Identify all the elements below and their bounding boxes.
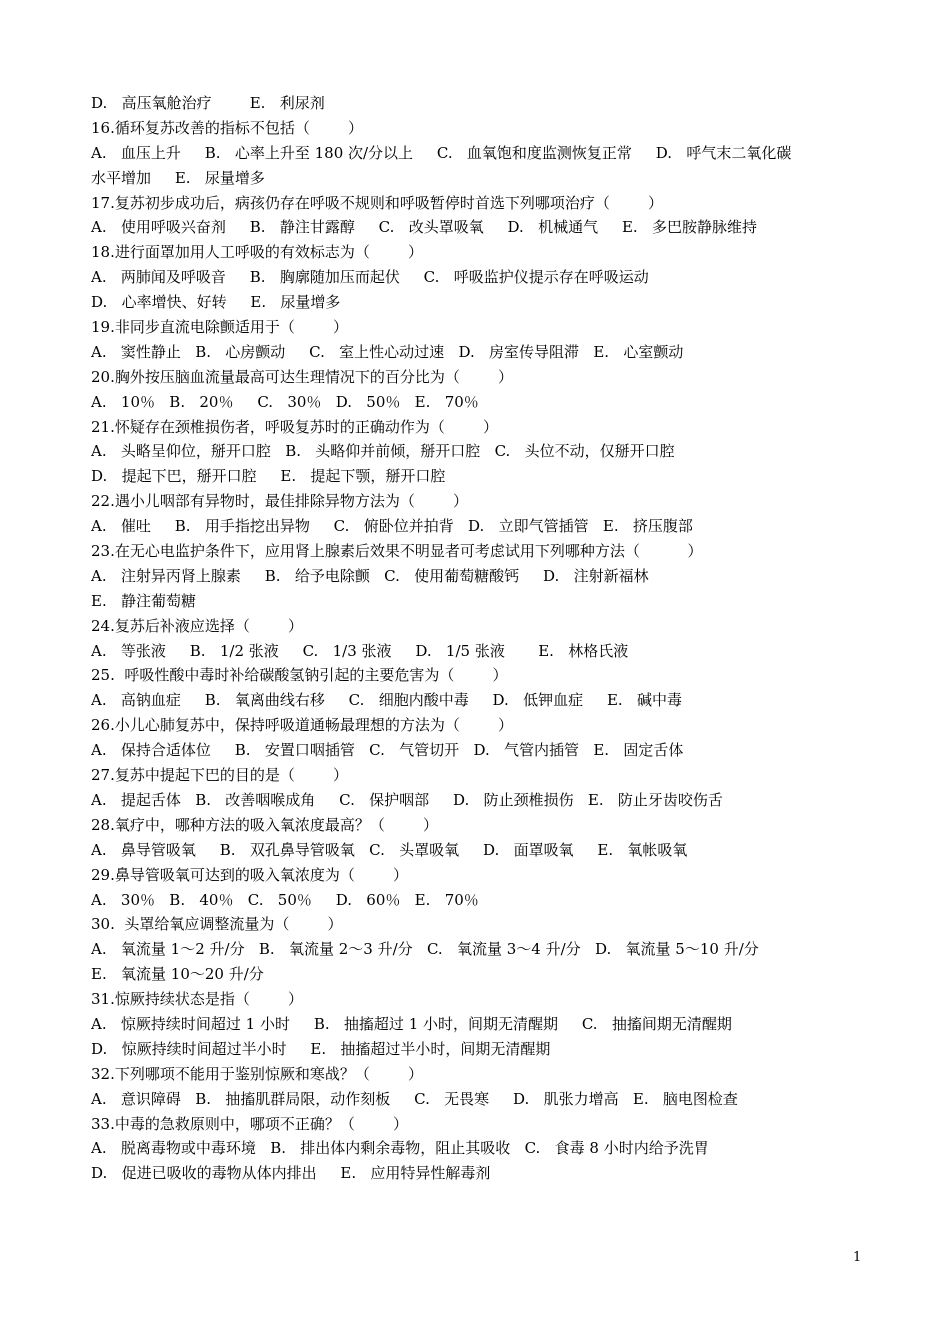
text-line: 24.复苏后补液应选择（ ）: [91, 616, 304, 635]
text-line: 28.氧疗中，哪种方法的吸入氧浓度最高？（ ）: [91, 815, 439, 834]
text-line: D. 促进已吸收的毒物从体内排出 E. 应用特异性解毒剂: [91, 1164, 491, 1183]
text-line: A. 鼻导管吸氧 B. 双孔鼻导管吸氧 C. 头罩吸氧 D. 面罩吸氧 E. 氧帐吸氧: [91, 840, 688, 859]
document-body: [91, 91, 863, 1186]
text-line: 20.胸外按压脑血流量最高可达生理情况下的百分比为（ ）: [91, 367, 514, 386]
page-number: 1: [853, 1250, 862, 1265]
text-line: A. 意识障碍 B. 抽搐肌群局限，动作刻板 C. 无畏寒 D. 肌张力增高 E. 脑电图检查: [91, 1089, 738, 1108]
text-line: A. 30％ B. 40％ C. 50％ D. 60％ E. 70％: [91, 890, 479, 909]
text-line: A. 血压上升 B. 心率上升至 180 次/分以上 C. 血氧饱和度监测恢复正常 D. 呼气末二氧化碳: [91, 143, 792, 162]
text-line: A. 窦性静止 B. 心房颤动 C. 室上性心动过速 D. 房室传导阻滞 E. 心室颤动: [91, 342, 684, 361]
text-line: A. 头略呈仰位，掰开口腔 B. 头略仰并前倾，掰开口腔 C. 头位不动，仅掰开口腔: [91, 442, 675, 461]
text-line: 21.怀疑存在颈椎损伤者，呼吸复苏时的正确动作为（ ）: [91, 417, 499, 436]
text-line: 22.遇小儿咽部有异物时，最佳排除异物方法为（ ）: [91, 492, 469, 511]
text-line: E. 氧流量 10～20 升/分: [91, 965, 264, 984]
text-line: 33.中毒的急救原则中，哪项不正确？（ ）: [91, 1114, 409, 1133]
text-line: A. 保持合适体位 B. 安置口咽插管 C. 气管切开 D. 气管内插管 E. 固定舌体: [91, 741, 684, 760]
text-line: A. 等张液 B. 1/2 张液 C. 1/3 张液 D. 1/5 张液 E. 林格氏液: [91, 641, 629, 660]
text-line: A. 两肺闻及呼吸音 B. 胸廓随加压而起伏 C. 呼吸监护仪提示存在呼吸运动: [91, 268, 649, 287]
text-line: 32.下列哪项不能用于鉴别惊厥和寒战？（ ）: [91, 1064, 424, 1083]
text-line: A. 注射异丙肾上腺素 B. 给予电除颤 C. 使用葡萄糖酸钙 D. 注射新福林: [91, 566, 649, 585]
text-line: 25. 呼吸性酸中毒时补给碳酸氢钠引起的主要危害为（ ）: [91, 666, 508, 685]
text-line: D. 提起下巴，掰开口腔 E. 提起下颚，掰开口腔: [91, 467, 446, 486]
text-line: D. 惊厥持续时间超过半小时 E. 抽搐超过半小时，间期无清醒期: [91, 1039, 551, 1058]
text-line: 23.在无心电监护条件下，应用肾上腺素后效果不明显者可考虑试用下列哪种方法（ ）: [91, 542, 703, 561]
text-line: D. 高压氧舱治疗 E. 利尿剂: [91, 94, 325, 112]
text-line: 18.进行面罩加用人工呼吸的有效标志为（ ）: [91, 243, 424, 262]
text-line: 水平增加 E. 尿量增多: [91, 168, 265, 187]
text-line: A. 提起舌体 B. 改善咽喉成角 C. 保护咽部 D. 防止颈椎损伤 E. 防止牙齿咬伤舌: [91, 790, 723, 809]
text-line: A. 使用呼吸兴奋剂 B. 静注甘露醇 C. 改头罩吸氧 D. 机械通气 E. 多巴胺静脉维持: [91, 218, 757, 237]
text-line: 30. 头罩给氧应调整流量为（ ）: [91, 915, 343, 934]
text-line: 19.非同步直流电除颤适用于（ ）: [91, 318, 349, 337]
text-line: A. 脱离毒物或中毒环境 B. 排出体内剩余毒物，阻止其吸收 C. 食毒 8 小时内给予洗胃: [91, 1139, 709, 1158]
text-line: D. 心率增快、好转 E. 尿量增多: [91, 293, 341, 312]
text-line: 17.复苏初步成功后，病孩仍存在呼吸不规则和呼吸暂停时首选下列哪项治疗（ ）: [91, 193, 664, 212]
text-line: A. 10％ B. 20％ C. 30％ D. 50％ E. 70％: [91, 392, 479, 411]
text-line: A. 催吐 B. 用手指挖出异物 C. 俯卧位并拍背 D. 立即气管插管 E. 挤压腹部: [91, 517, 693, 536]
text-line: 27.复苏中提起下巴的目的是（ ）: [91, 766, 349, 785]
text-line: A. 惊厥持续时间超过 1 小时 B. 抽搐超过 1 小时，间期无清醒期 C. 抽搐间期无清醒期: [91, 1014, 732, 1033]
text-line: 31.惊厥持续状态是指（ ）: [91, 990, 304, 1009]
text-line: 29.鼻导管吸氧可达到的吸入氧浓度为（ ）: [91, 865, 409, 884]
text-line: 26.小儿心肺复苏中，保持呼吸道通畅最理想的方法为（ ）: [91, 716, 514, 735]
text-line: E. 静注葡萄糖: [91, 591, 197, 610]
text-line: A. 高钠血症 B. 氧离曲线右移 C. 细胞内酸中毒 D. 低钾血症 E. 碱中毒: [91, 691, 682, 710]
text-line: A. 氧流量 1～2 升/分 B. 氧流量 2～3 升/分 C. 氧流量 3～4 升/分 D. 氧流量 5～10 升/分: [91, 940, 759, 959]
text-line: 16.循环复苏改善的指标不包括（ ）: [91, 118, 364, 137]
